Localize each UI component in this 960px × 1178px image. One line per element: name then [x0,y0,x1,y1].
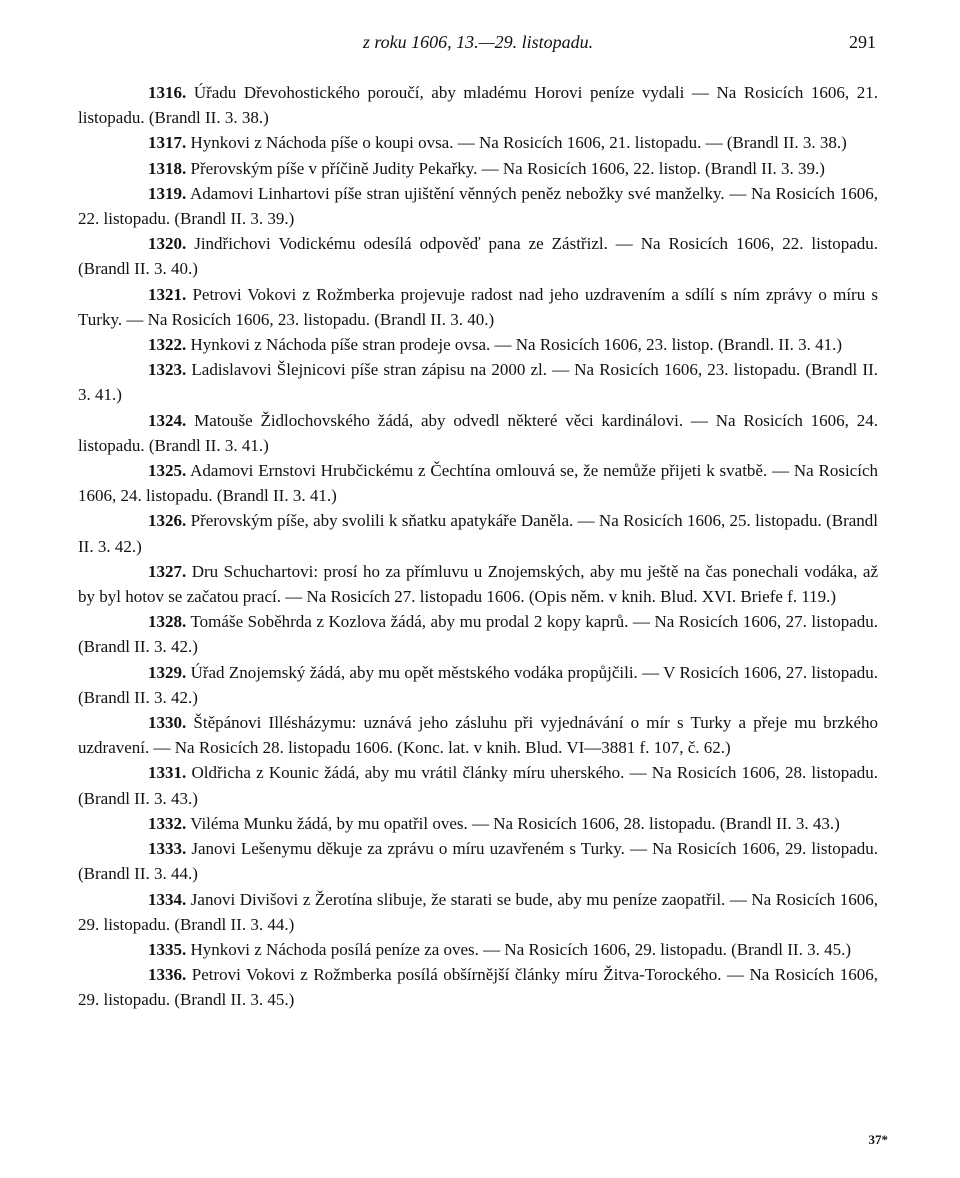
entry [78,231,878,281]
entry-number: 1324. [148,410,187,430]
entry [78,408,878,458]
entry-list [78,80,878,1013]
entry-text: Janovi Lešenymu děkuje za zprávu o míru uzavřeném s Turky. — Na Rosicích 1606, 29. listopadu. (Brandl II. 3. 44.) [78,839,879,884]
entry [78,710,878,760]
entry [78,282,878,332]
entry-text: Petrovi Vokovi z Rožmberka projevuje radost nad jeho uzdravením a sdílí s ním zprávy o míru s Turky. — Na Rosicích 1606, 23. listopadu. (Brandl II. 3. 40.) [78,284,879,329]
entry-number: 1336. [148,965,187,985]
entry-number: 1331. [148,763,187,783]
entry-number: 1335. [148,939,187,959]
page-header [78,30,878,58]
entry-number: 1330. [148,713,187,733]
entry-text: Oldřicha z Kounic žádá, aby mu vrátil články míru uherského. — Na Rosicích 1606, 28. listopadu. (Brandl II. 3. 43.) [78,763,879,808]
entry-number: 1328. [148,612,187,632]
page-number: 291 [849,32,876,52]
entry-text: Přerovským píše v příčině Judity Pekařky. — Na Rosicích 1606, 22. listop. (Brandl II. 3. 39.) [190,158,825,178]
entry-text: Hynkovi z Náchoda posílá peníze za oves. — Na Rosicích 1606, 29. listopadu. (Brandl II. 3. 45.) [190,939,851,959]
entry-number: 1333. [148,839,187,859]
entry-text: Matouše Židlochovského žádá, aby odvedl některé věci kardinálovi. — Na Rosicích 1606, 24. listopadu. (Brandl II. 3. 41.) [78,410,879,455]
entry-text: Hynkovi z Náchoda píše o koupi ovsa. — Na Rosicích 1606, 21. listopadu. — (Brandl II. 3. 38.) [190,133,847,153]
document-page [78,30,878,1013]
entry-text: Ladislavovi Šlejnicovi píše stran zápisu na 2000 zl. — Na Rosicích 1606, 23. listopadu. (Brandl II. 3. 41.) [78,360,878,405]
entry-number: 1334. [148,889,187,909]
entry [78,937,878,962]
entry-text: Přerovským píše, aby svolili k sňatku apatykáře Daněla. — Na Rosicích 1606, 25. listopadu. (Brandl II. 3. 42.) [78,511,879,556]
entry-number: 1329. [148,662,187,682]
entry [78,962,878,1012]
entry [78,609,878,659]
entry-number: 1327. [148,561,187,581]
entry [78,130,878,155]
entry [78,458,878,508]
entry [78,508,878,558]
entry-number: 1326. [148,511,187,531]
entry-text: Viléma Munku žádá, by mu opatřil oves. — Na Rosicích 1606, 28. listopadu. (Brandl II. 3. 43.) [190,813,840,833]
entry [78,357,878,407]
entry-number: 1321. [148,284,187,304]
entry-number: 1319. [148,183,187,203]
entry [78,156,878,181]
entry [78,80,878,130]
entry-number: 1325. [148,461,187,481]
entry-text: Úřadu Dřevohostického poroučí, aby mladému Horovi peníze vydali — Na Rosicích 1606, 21. listopadu. (Brandl II. 3. 38.) [78,83,878,128]
entry [78,760,878,810]
entry [78,181,878,231]
entry-number: 1322. [148,335,187,355]
entry-number: 1316. [148,83,187,102]
entry-text: Hynkovi z Náchoda píše stran prodeje ovsa. — Na Rosicích 1606, 23. listop. (Brandl. II. 3. 41.) [190,335,843,355]
entry-text: Janovi Divišovi z Žerotína slibuje, že starati se bude, aby mu peníze zaopatřil. — Na Rosicích 1606, 29. listopadu. (Brandl II. 3. 44.) [78,889,879,934]
entry-text: Tomáše Soběhrda z Kozlova žádá, aby mu prodal 2 kopy kaprů. — Na Rosicích 1606, 27. listopadu. (Brandl II. 3. 42.) [78,612,878,657]
entry-number: 1317. [148,133,187,153]
running-title: z roku 1606, 13.—29. listopadu. [362,32,594,52]
entry-text: Úřad Znojemský žádá, aby mu opět městského vodáka propůjčili. — V Rosicích 1606, 27. listopadu. (Brandl II. 3. 42.) [78,662,878,707]
entry-text: Dru Schuchartovi: prosí ho za přímluvu u Znojemských, aby mu ještě na čas ponechali vodáka, až by byl hotov se začatou prací. — Na Rosicích 27. listopadu 1606. (Opis něm. v knih. Blud. XVI. Briefe f. 119.) [78,561,878,607]
entry-number: 1323. [148,360,187,380]
entry [78,660,878,710]
entry [78,836,878,886]
entry-number: 1332. [148,813,187,833]
printer-signature: 37* [868,1132,888,1147]
entry-text: Jindřichovi Vodickému odesílá odpověď pana ze Zástřizl. — Na Rosicích 1606, 22. listopadu. (Brandl II. 3. 40.) [78,234,879,279]
entry [78,811,878,836]
entry-text: Adamovi Linhartovi píše stran ujištění věnných peněz nebožky své manželky. — Na Rosicích 1606, 22. listopadu. (Brandl II. 3. 39.) [78,183,878,229]
entry [78,332,878,357]
entry [78,559,878,609]
entry [78,887,878,937]
entry-text: Adamovi Ernstovi Hrubčickému z Čechtína omlouvá se, že nemůže přijeti k svatbě. — Na Rosicích 1606, 24. listopadu. (Brandl II. 3. 41.) [78,461,878,506]
entry-number: 1318. [148,158,187,178]
entry-text: Štěpánovi Illésházymu: uznává jeho zásluhu při vyjednávání o mír s Turky a přeje mu brzkého uzdravení. — Na Rosicích 28. listopadu 1606. (Konc. lat. v knih. Blud. VI—3881 f. 107, č. 62.) [78,713,878,758]
entry-number: 1320. [148,234,187,254]
entry-text: Petrovi Vokovi z Rožmberka posílá obšírnější články míru Žitva-Torockého. — Na Rosicích 1606, 29. listopadu. (Brandl II. 3. 45.) [78,965,878,1010]
